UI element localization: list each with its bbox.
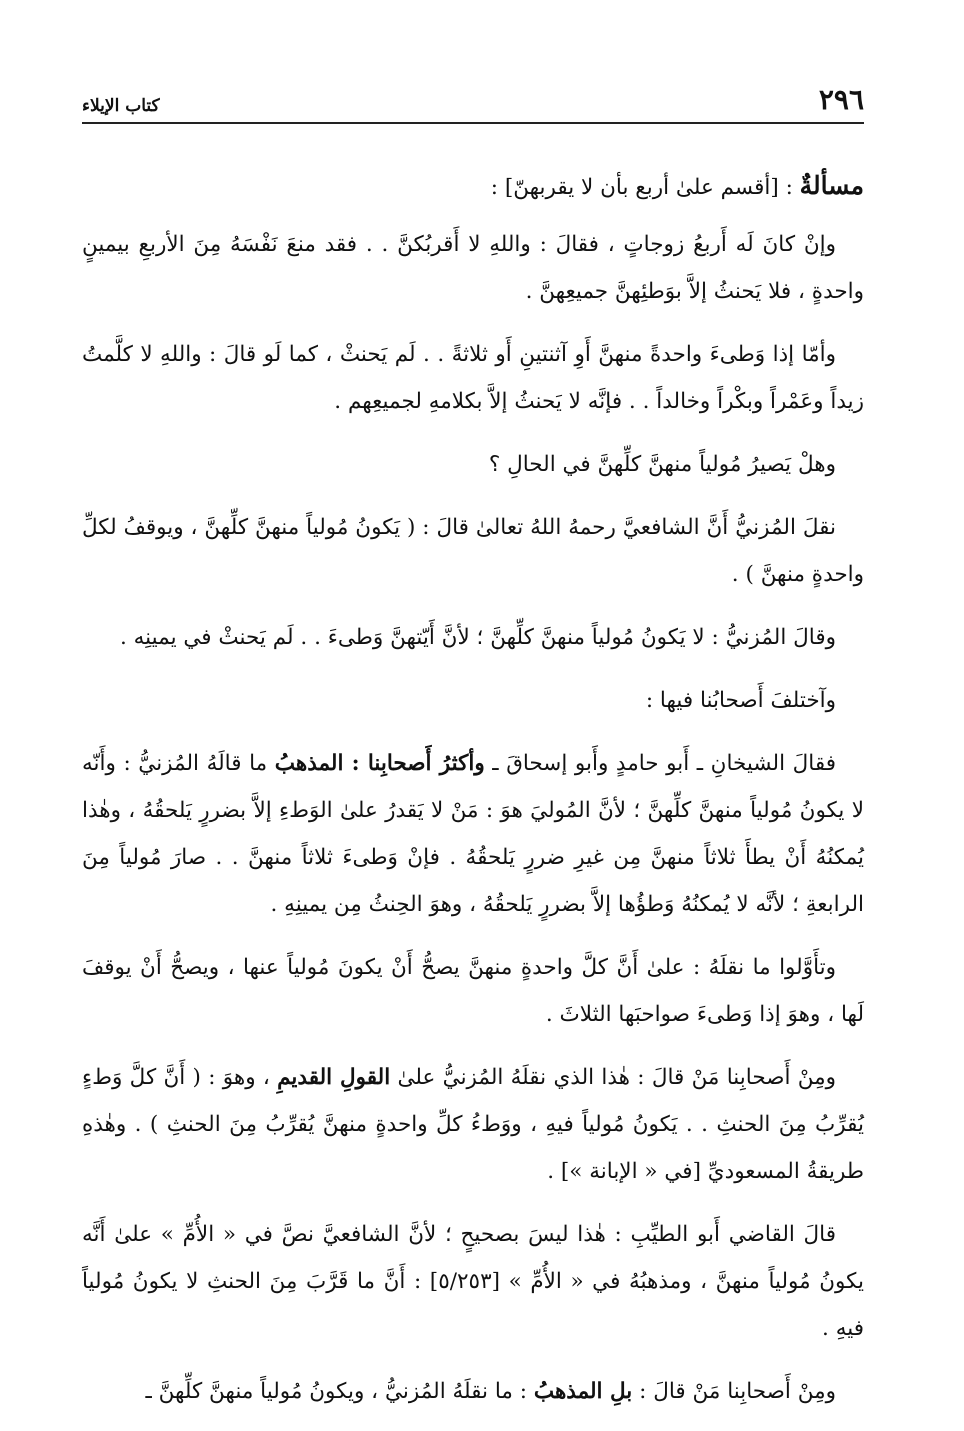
paragraph-7 bbox=[82, 740, 864, 928]
paragraph-9 bbox=[82, 1054, 864, 1195]
paragraph-11-lead: ومِنْ أَصحابِنا مَنْ قالَ : bbox=[632, 1379, 836, 1404]
paragraph-11-rest: : ما نقلَهُ المُزنيُّ ، ويكونُ مُولياً منهنَّ كلِّهنَّ ـ bbox=[145, 1379, 534, 1404]
section-title: : [أقسم علىٰ أربع بأن لا يقربهنّ] : bbox=[490, 175, 800, 200]
paragraph-7-rest: ما قالَهُ المُزنيُّ : وأَنّه لا يكونُ مُولياً منهنَّ كلِّهنَّ ؛ لأنَّ المُوليَ هوَ : مَنْ لا يَقدرُ علىٰ الوَطءِ إلاَّ بضررٍ يَلحقُهُ ، وهٰذا يُمكنُهُ أَنْ يطأَ ثلاثاً منهنَّ مِن غيرِ ضررٍ يَلحقُهُ . فإنْ وَطىءَ ثلاثاً منهنَّ . . صارَ مُولياً مِنَ الرابعةِ ؛ لأنَّه لا يُمكنُهُ وَطؤُها إلاَّ بضررٍ يَلحقُهُ ، وهوَ الحِنثُ مِن يمينِهِ . bbox=[82, 751, 864, 917]
paragraph-2: وأمّا إذا وَطىءَ واحدةً منهنَّ أَوِ آثنتينِ أَو ثلاثةً . . لَم يَحنثْ ، كما لَو قالَ : واللهِ لا كلَّمتُ زيداً وعَمْراً وبكْراً وخالداً . . فإنَّه لا يَحنثُ إلاَّ بكلامهِ لجميعِهم . bbox=[82, 342, 864, 414]
paragraph-8: وتأَوَّلوا ما نقلَهُ : علىٰ أَنَّ كلَّ واحدةٍ منهنَّ يصحُّ أَنْ يكونَ مُولياً عنها ، ويصحُّ أَنْ يوقفَ لَها ، وهوَ إذا وَطىءَ صواحبَها الثلاثَ . bbox=[82, 955, 864, 1027]
section-heading bbox=[82, 162, 864, 211]
paragraph-7-bold: وأكثرُ أَصحابِنا : المذهبُ bbox=[274, 751, 485, 776]
page-body bbox=[82, 162, 864, 1431]
paragraph-10: قالَ القاضي أَبو الطيِّبِ : هٰذا ليسَ بصحيحٍ ؛ لأنَّ الشافعيَّ نصَّ في « الأُمِّ » علىٰ أَنَّه يكونُ مُولياً منهنَّ ، ومذهبُهُ في « الأُمِّ » [٥/٢٥٣] : أَنَّ ما قَرَّبَ مِنَ الحنثِ لا يكونُ مُولياً فيهِ . bbox=[82, 1222, 865, 1341]
paragraph-5: وقالَ المُزنيُّ : لا يَكونُ مُولياً منهنَّ كلِّهنَّ ؛ لأنَّ أَيّتهنَّ وَطىءَ . . لَم يَحنثْ في يمينِه . bbox=[119, 625, 836, 650]
paragraph-4: نقلَ المُزنيُّ أَنَّ الشافعيَّ رحمهُ اللهُ تعالىٰ قالَ : ( يَكونُ مُولياً منهنَّ كلِّهنَّ ، ويوقفُ لكلِّ واحدةٍ منهنَّ ) . bbox=[82, 515, 864, 587]
paragraph-3: وهلْ يَصيرُ مُولياً منهنَّ كلِّهنَّ في الحالِ ؟ bbox=[488, 452, 836, 477]
paragraph-1: وإنْ كانَ لَه أَربعُ زوجاتٍ ، فقالَ : واللهِ لا أَقربُكنَّ . . فقد منعَ نَفْسَهُ مِنَ الأربعِ بيمينٍ واحدةٍ ، فلا يَحنثُ إلاَّ بوَطئِهنَّ جميعِهنَّ . bbox=[82, 232, 864, 304]
paragraph-9-rest: ، وهوَ : ( أَنَّ كلَّ وَطءٍ يُقرِّبُ مِنَ الحنثِ . . يَكونُ مُولياً فيهِ ، ووَطءُ كلِّ واحدةٍ منهنَّ يُقرِّبُ مِنَ الحنثِ ) . وهٰذهِ طريقةُ المسعوديِّ [في « الإبانة »] . bbox=[82, 1065, 864, 1184]
paragraph-6: وآختلفَ أَصحابُنا فيها : bbox=[645, 688, 836, 713]
paragraph-11 bbox=[82, 1368, 864, 1415]
page-number: ٢٩٦ bbox=[818, 83, 864, 116]
paragraph-7-lead: فقالَ الشيخانِ ـ أَبو حامدٍ وأَبو إسحاقَ ـ bbox=[484, 751, 836, 776]
paragraph-9-lead: ومِنْ أَصحابِنا مَنْ قالَ : هٰذا الذي نقلَهُ المُزنيُّ علىٰ bbox=[390, 1065, 836, 1090]
section-term: مسألةٌ bbox=[799, 171, 864, 200]
paragraph-9-bold: القولِ القديمِ bbox=[277, 1065, 391, 1090]
running-title: كتاب الإيلاء bbox=[82, 96, 160, 116]
page-header bbox=[82, 80, 864, 124]
paragraph-11-bold: بلِ المذهبُ bbox=[533, 1379, 633, 1404]
